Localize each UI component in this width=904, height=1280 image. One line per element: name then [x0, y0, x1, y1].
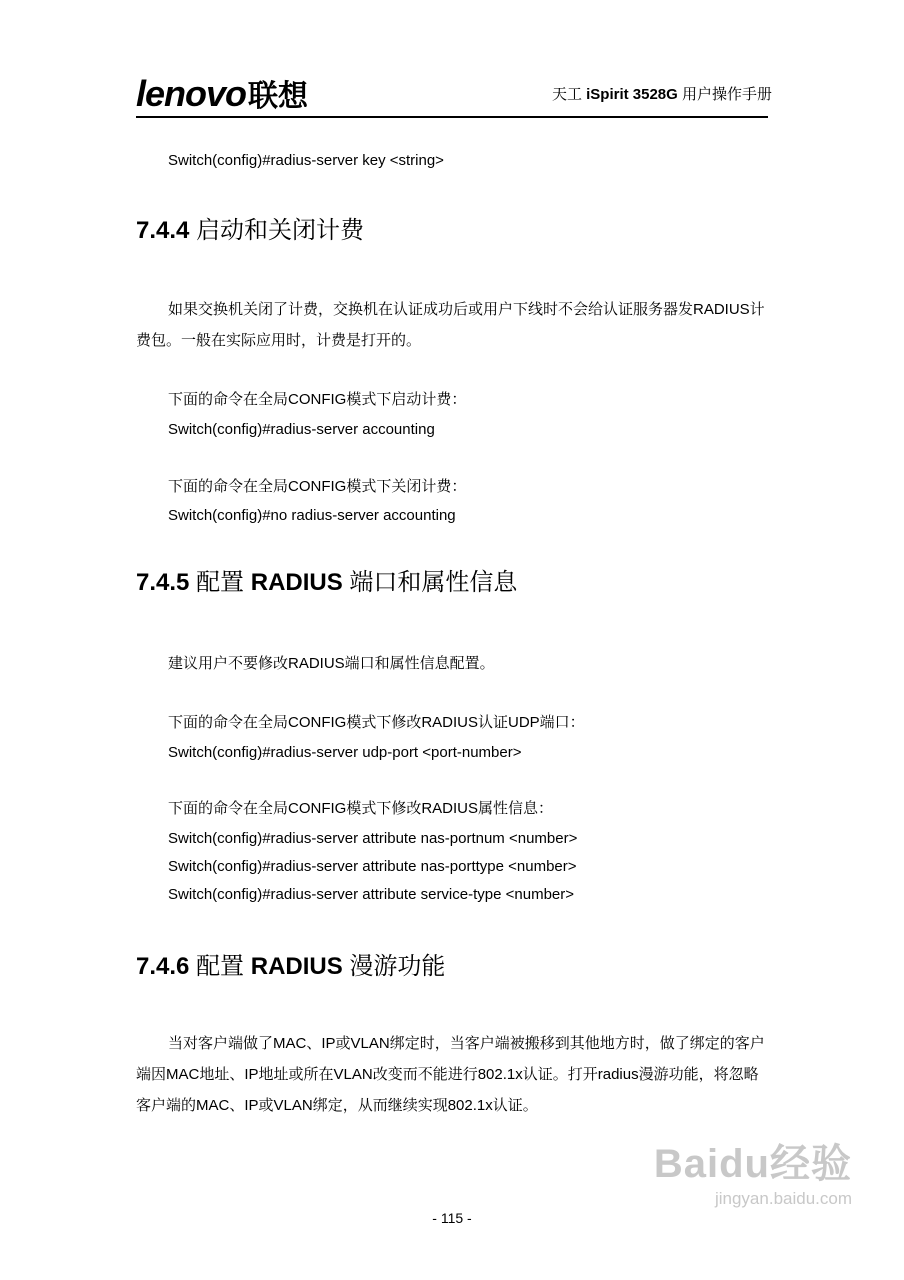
roaming-paragraph	[136, 1028, 772, 1121]
manual-title-product: iSpirit 3528G	[586, 86, 678, 103]
attribute-service-type-command: Switch(config)#radius-server attribute service-type <number>	[168, 886, 575, 903]
attribute-nas-porttype-command: Switch(config)#radius-server attribute nas-porttype <number>	[168, 858, 577, 875]
radius-key-command: Switch(config)#radius-server key <string>	[168, 152, 444, 169]
baidu-watermark	[654, 1140, 852, 1210]
lenovo-logo	[136, 74, 308, 117]
section-title-post: 漫游功能	[342, 953, 446, 980]
disable-accounting-command: Switch(config)#no radius-server accounting	[168, 507, 456, 524]
attribute-description: 下面的命令在全局CONFIG模式下修改RADIUS属性信息：	[168, 800, 554, 817]
udp-port-command: Switch(config)#radius-server udp-port <port-number>	[168, 744, 522, 761]
enable-accounting-command: Switch(config)#radius-server accounting	[168, 421, 435, 438]
manual-title-prefix: 天工	[551, 86, 587, 103]
accounting-intro-paragraph	[136, 294, 772, 356]
udp-port-description: 下面的命令在全局CONFIG模式下修改RADIUS认证UDP端口：	[168, 714, 585, 731]
watermark-brand: Baidu经验	[653, 1142, 852, 1186]
attribute-nas-portnum-command: Switch(config)#radius-server attribute nas-portnum <number>	[168, 830, 578, 847]
section-title-pre: 配置	[196, 569, 251, 596]
port-advice-text: 建议用户不要修改RADIUS端口和属性信息配置。	[168, 655, 495, 672]
logo-text: lenovo	[136, 73, 247, 114]
watermark-url: jingyan.baidu.com	[714, 1189, 852, 1208]
logo-cn-text: 联想	[248, 80, 309, 113]
section-number: 7.4.5	[136, 569, 190, 596]
section-number: 7.4.4	[136, 217, 190, 244]
section-heading-7-4-6	[136, 952, 445, 982]
section-title: 启动和关闭计费	[196, 217, 365, 244]
section-title-pre: 配置	[196, 953, 251, 980]
page-number: - 115 -	[432, 1210, 472, 1226]
header-rule	[136, 116, 768, 118]
enable-accounting-description: 下面的命令在全局CONFIG模式下启动计费：	[168, 391, 467, 408]
section-title-bold: RADIUS	[250, 569, 343, 596]
section-title-post: 端口和属性信息	[342, 569, 518, 596]
section-title-bold: RADIUS	[250, 953, 343, 980]
paragraph-text: 当对客户端做了MAC、IP或VLAN绑定时，当客户端被搬移到其他地方时，做了绑定的客户端因MAC地址、IP地址或所在VLAN改变而不能进行802.1x认证。打开radius漫游功能，将忽略客户端的MAC、IP或VLAN绑定，从而继续实现802.1x认证。	[136, 1035, 765, 1114]
manual-title-suffix: 用户操作手册	[677, 86, 772, 103]
section-heading-7-4-4	[136, 216, 364, 246]
disable-accounting-description: 下面的命令在全局CONFIG模式下关闭计费：	[168, 478, 467, 495]
section-heading-7-4-5	[136, 568, 517, 598]
paragraph-text: 如果交换机关闭了计费，交换机在认证成功后或用户下线时不会给认证服务器发RADIUS计费包。一般在实际应用时，计费是打开的。	[136, 301, 765, 349]
section-number: 7.4.6	[136, 953, 190, 980]
manual-title	[552, 86, 772, 104]
